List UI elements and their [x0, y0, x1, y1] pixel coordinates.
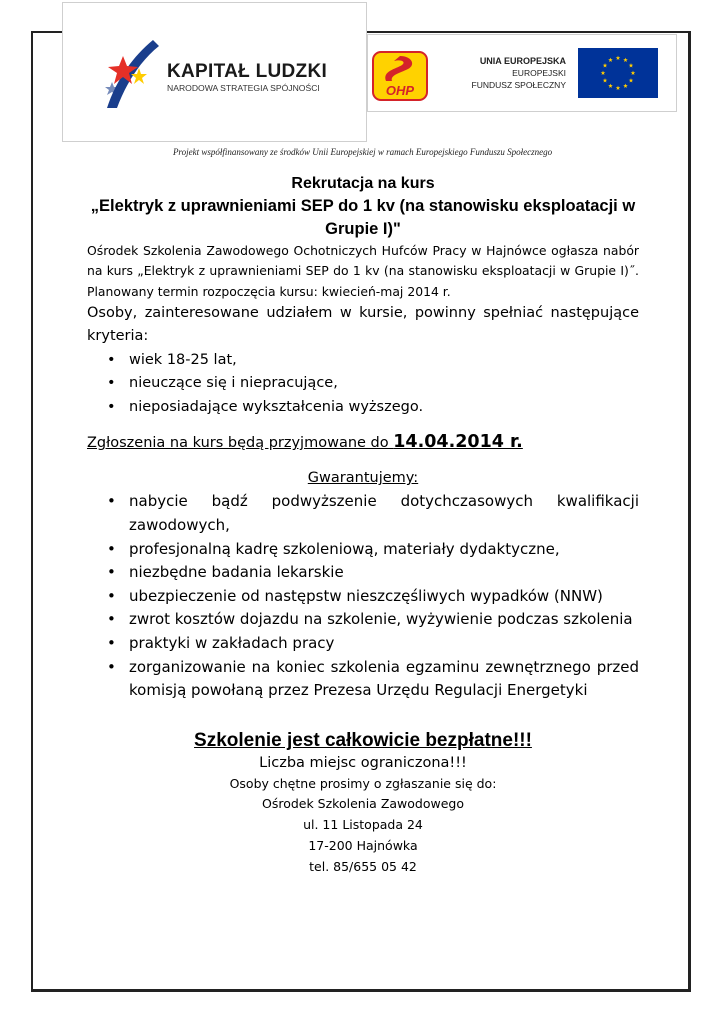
deadline-date: 14.04.2014 r. [393, 432, 523, 453]
guarantee-heading: Gwarantujemy: [307, 470, 419, 487]
criteria-list [87, 349, 639, 420]
list-item: • profesjonalną kadrę szkoleniową, materiały dydaktyczne, [87, 538, 639, 562]
list-item: • zorganizowanie na koniec szkolenia egzaminu zewnętrznego przed komisją powołaną przez Prezesa Urzędu Regulacji Energetyki [87, 656, 639, 703]
eu-flag-icon [578, 48, 658, 98]
free-notice: Szkolenie jest całkowicie bezpłatne!!! [194, 729, 532, 751]
deadline-text: Zgłoszenia na kurs będą przyjmowane do [87, 435, 394, 452]
ohp-label: OHP [385, 83, 415, 98]
contact-org: Ośrodek Szkolenia Zawodowego [261, 796, 464, 812]
criteria-intro: Osoby, zainteresowane udziałem w kursie, powinny spełniać następujące kryteria: [87, 304, 639, 345]
ohp-logo-icon [372, 51, 428, 101]
title-line2: „Elektryk z uprawnieniami SEP do 1 kv (na stanowisku eksploatacji w Grupie I)" [90, 197, 636, 238]
eu-text [456, 55, 566, 91]
contact-phone: tel. 85/655 05 42 [309, 858, 417, 874]
kl-subtitle: NARODOWA STRATEGIA SPÓJNOŚCI [167, 83, 320, 93]
list-item: • ubezpieczenie od następstw nieszczęśliwych wypadków (NNW) [87, 585, 639, 609]
eu-line3: FUNDUSZ SPOŁECZNY [471, 80, 566, 90]
main-content [87, 172, 639, 877]
list-item: • nabycie bądź podwyższenie dotychczasowych kwalifikacji zawodowych, [87, 490, 639, 537]
kapital-ludzki-logo [62, 2, 367, 142]
guarantee-list [87, 490, 639, 702]
cofinance-note: Projekt współfinansowany ze środków Unii Europejskiej w ramach Europejskiego Funduszu Społecznego [172, 147, 553, 157]
eu-logo-panel [367, 34, 677, 112]
list-item: • nieposiadające wykształcenia wyższego. [87, 396, 639, 420]
kapital-ludzki-emblem-icon [103, 38, 163, 110]
limit-notice: Liczba miejsc ograniczona!!! [259, 754, 467, 771]
contact-street: ul. 11 Listopada 24 [303, 817, 423, 833]
list-item: • wiek 18-25 lat, [87, 349, 639, 373]
list-item: • nieuczące się i niepracujące, [87, 372, 639, 396]
list-item: • zwrot kosztów dojazdu na szkolenie, wyżywienie podczas szkolenia [87, 608, 639, 632]
eu-line1: UNIA EUROPEJSKA [479, 56, 566, 66]
list-item: • niezbędne badania lekarskie [87, 561, 639, 585]
eu-line2: EUROPEJSKI [512, 68, 566, 78]
intro-paragraph: Ośrodek Szkolenia Zawodowego Ochotniczych Hufców Pracy w Hajnówce ogłasza nabór na kurs „Elektryk z uprawnieniami SEP do 1 kv (na stanowisku eksploatacji w Grupie I)˝. Planowany termin rozpoczęcia kursu: kwiecień-maj 2014 r. [87, 243, 639, 299]
kl-title: KAPITAŁ LUDZKI [167, 61, 328, 82]
title-line1: Rekrutacja na kurs [291, 175, 435, 192]
deadline [87, 431, 639, 455]
contact-city: 17-200 Hajnówka [308, 837, 418, 853]
list-item: • praktyki w zakładach pracy [87, 632, 639, 656]
contact-intro: Osoby chętne prosimy o zgłaszanie się do: [229, 775, 497, 791]
